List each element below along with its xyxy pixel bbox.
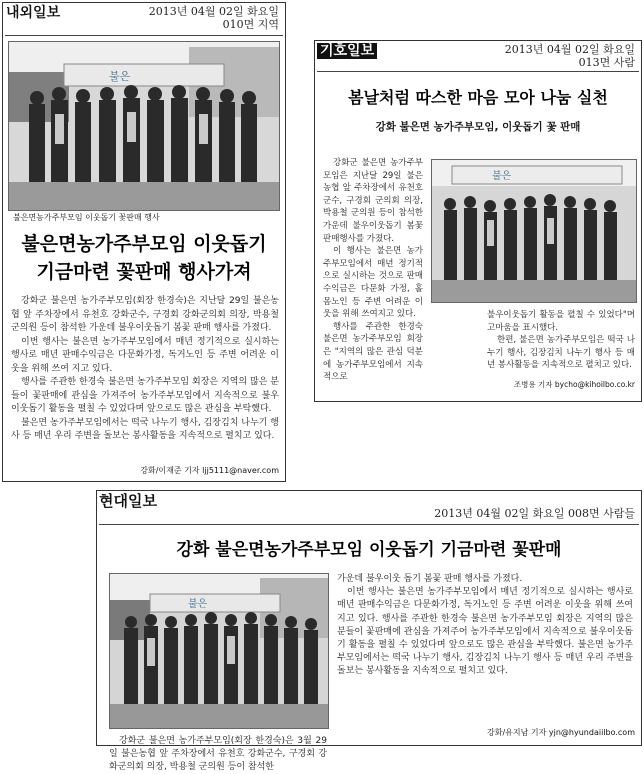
dateline xyxy=(335,507,635,520)
group-photo-image xyxy=(110,574,328,728)
headline-line-2: 기금마련 꽃판매 행사가져 xyxy=(36,261,252,283)
article-right-column xyxy=(337,573,633,679)
date: 2013년 04월 02일 화요일 xyxy=(504,43,635,56)
dateline xyxy=(455,43,635,69)
byline: 조병용 기자 bycho@kihoilbo.co.kr xyxy=(513,380,635,389)
byline: 강화/유지남 기자 yjn@hyundaiilbo.com xyxy=(487,728,635,737)
paragraph: 불은면 농가주부모임에서는 떡국 나누기 행사, 김장김치 나누기 행사 등 매년 우리 주변을 돌보는 봉사활동을 지속적으로 펼치고 있다. xyxy=(11,417,279,441)
divider xyxy=(99,524,639,525)
masthead-kiho xyxy=(317,43,377,59)
group-photo-image xyxy=(432,160,636,302)
photo-group xyxy=(8,41,280,211)
date: 2013년 04월 02일 화요일 008면 사람들 xyxy=(434,507,635,520)
paragraph: 강화군 불은면 농가주부모임은 지난달 29일 불은농협 앞 주차장에서 유천호 군수, 구경회 군의회 의장, 박용철 군의원 등이 참석한 가운데 불우이웃돕기 봄꽃 판매행사를 가졌다. xyxy=(323,158,423,244)
article-body xyxy=(11,295,279,444)
photo-group xyxy=(109,573,329,729)
paragraph: 강화군 불은면 농가주부모임(회장 한경숙)은 지난달 29일 불은농협 앞 주차장에서 유천호 강화군수, 구경회 강화군의회 의장, 박용철 군의원 등이 참석한 가운데 불우이웃돕기 봄꽃 판매 행사를 가졌다. xyxy=(11,296,279,333)
page-section: 013면 사람 xyxy=(578,56,635,69)
photo-group xyxy=(431,159,637,303)
paper-name: 내외일보 xyxy=(6,5,61,21)
paper-name: 기호일보 xyxy=(320,43,375,59)
subhead: 강화 불은면 농가주부모임, 이웃돕기 꽃 판매 xyxy=(375,121,581,133)
page-section: 010면 지역 xyxy=(222,18,279,31)
banner-text: 불은 xyxy=(188,599,208,610)
paragraph: 이번 행사는 불은면 농가주부모임에서 매년 정기적으로 실시하는 행사로 매년 판매수익금은 다문화가정, 독거노인 등 주변 어려운 이웃을 위해 쓰여 지고 있다. xyxy=(11,336,279,374)
paper-name: 현대일보 xyxy=(99,492,157,510)
paragraph: 한편, 불은면 농가주부모임은 떡국 나누기 행사, 김장김치 나누기 행사 등 매년 봉사활동을 지속적으로 펼치고 있다. xyxy=(487,335,635,371)
headline-line-1: 불은면농가주부모임 이웃돕기 xyxy=(21,233,267,255)
banner-text: 불은 xyxy=(492,171,512,182)
date: 2013년 04월 02일 화요일 xyxy=(148,5,279,18)
paragraph: 이번 행사는 불은면 농가주부모임에서 매년 정기적으로 실시하는 행사로 매년 판매수익금은 다문화가정, 독거노인 등 주변 어려운 이웃을 위해 쓰여 지고 있다. 행사를 주관한 한경숙 불은면 농가주부모임 회장은 지역의 많은 분들이 꽃판매에 관심을 가져주어 농가주부모임에서 지속적으로 불우이웃돕기 활동을 펼칠 수 있었다며 앞으로도 많은 관심을 부탁했다. 불은면 농가주부모임에서는 떡국 나누기 행사, 김장김치 나누기 행사 등 매년 우리 주변을 돌보는 봉사활동을 지속적으로 펼치고 있다. xyxy=(337,587,633,677)
paragraph: 불우이웃돕기 활동을 펼칠 수 있었다"며 고마움을 표시했다. xyxy=(487,310,635,333)
article-column-1 xyxy=(323,157,423,384)
clip-naewoe-ilbo xyxy=(2,2,286,482)
photo-caption: 불은면농가주부모임 이웃돕기 꽃판매 행사 xyxy=(13,213,160,222)
group-photo-image xyxy=(9,42,279,210)
masthead-hyundai xyxy=(99,493,157,509)
paragraph: 행사를 주관한 한경숙 불은면 농가주부모임 회장은 "지역의 많은 관심 덕분에 농가주부모임에서 지속적으로 xyxy=(323,321,423,383)
masthead-naewoe xyxy=(6,5,60,21)
headline: 강화 불은면농가주부모임 이웃돕기 기금마련 꽃판매 xyxy=(176,540,562,560)
paragraph: 행사를 주관한 한경숙 불은면 농가주부모임 회장은 지역의 많은 분들이 꽃판매에 관심을 가져주어 농가주부모임에서 지속적으로 불우이웃돕기 활동을 펼칠 수 있었다며 앞으로도 많은 관심을 부탁했다. xyxy=(11,377,279,414)
article-column-2 xyxy=(487,309,635,372)
byline: 강화/이재준 기자 ljj5111@naver.com xyxy=(140,466,279,475)
dateline xyxy=(99,5,279,31)
clip-kiho-ilbo xyxy=(314,40,642,402)
paragraph: 이 행사는 불은면 농가주부모임에서 매년 정기적으로 실시하는 것으로 판매수익금은 다문화 가정, 홀몸노인 등 주변 어려운 이웃을 위해 쓰여지고 있다. xyxy=(323,246,423,320)
clip-hyundai-ilbo xyxy=(96,490,642,772)
divider xyxy=(5,35,283,36)
paragraph: 강화군 불은면 농가주부모임(회장 한경숙)은 3월 29일 불은농협 앞 주차장에서 유천호 강화군수, 구경회 강화군의회 의장, 박용철 군의원 등이 참석한 xyxy=(109,736,327,772)
divider xyxy=(317,71,639,72)
article-below-photo xyxy=(109,735,327,774)
headline: 봄날처럼 따스한 마음 모아 나눔 실천 xyxy=(348,88,608,107)
banner-text: 불은 xyxy=(109,70,131,83)
paragraph: 가운데 불우이웃 돕기 봄꽃 판매 행사를 가졌다. xyxy=(337,574,523,584)
